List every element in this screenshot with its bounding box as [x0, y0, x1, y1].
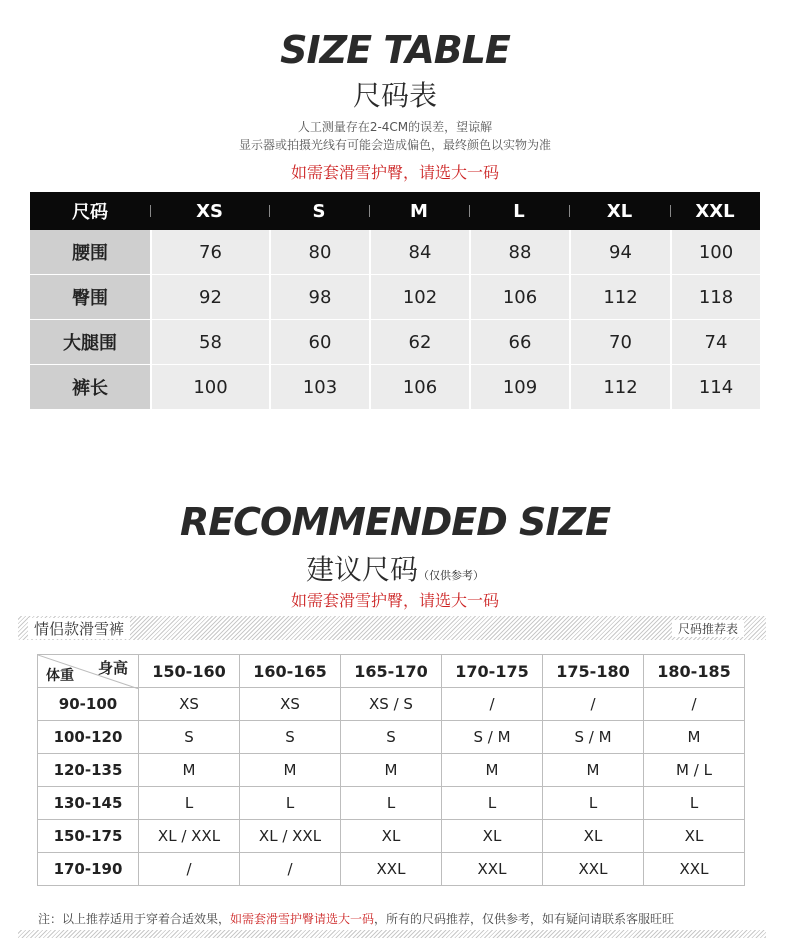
recommend-cell: M: [240, 754, 341, 787]
size-cell: 70: [569, 320, 670, 364]
recommend-cell: S: [240, 721, 341, 754]
corner-height-label: 身高: [97, 659, 128, 677]
size-table-row: [30, 275, 760, 320]
recommend-cell: M: [543, 754, 644, 787]
recommend-cell: S: [341, 721, 442, 754]
recommend-title-sub: （仅供参考）: [418, 569, 484, 582]
size-cell: 80: [269, 230, 369, 274]
size-cell: 100: [670, 230, 760, 274]
weight-row-label: 90-100: [38, 688, 139, 721]
size-cell: 60: [269, 320, 369, 364]
size-table-row: [30, 230, 760, 275]
size-cell: 92: [150, 275, 269, 319]
size-row-label: 裤长: [30, 365, 150, 409]
recommend-cell: S / M: [543, 721, 644, 754]
size-header-cell: S: [269, 192, 369, 230]
size-header-cell: XS: [150, 192, 269, 230]
size-cell: 74: [670, 320, 760, 364]
size-cell: 62: [369, 320, 469, 364]
recommend-cell: S / M: [442, 721, 543, 754]
weight-row-label: 150-175: [38, 820, 139, 853]
size-cell: 98: [269, 275, 369, 319]
height-header-cell: 170-175: [442, 655, 543, 688]
recommend-cell: XL: [543, 820, 644, 853]
size-table-row: [30, 320, 760, 365]
recommend-cell: /: [240, 853, 341, 886]
recommend-row: [38, 688, 745, 721]
recommend-cell: S: [139, 721, 240, 754]
weight-row-label: 170-190: [38, 853, 139, 886]
size-cell: 84: [369, 230, 469, 274]
recommend-cell: L: [240, 787, 341, 820]
recommend-bar-right-label: 尺码推荐表: [672, 620, 744, 637]
weight-row-label: 100-120: [38, 721, 139, 754]
recommend-cell: L: [442, 787, 543, 820]
size-cell: 94: [569, 230, 670, 274]
recommend-cell: XXL: [442, 853, 543, 886]
color-note: 显示器或拍摄光线有可能会造成偏色，最终颜色以实物为准: [238, 138, 551, 152]
height-header-cell: 160-165: [240, 655, 341, 688]
weight-row-label: 130-145: [38, 787, 139, 820]
size-cell: 76: [150, 230, 269, 274]
size-cell: 58: [150, 320, 269, 364]
size-header-cell: XXL: [670, 192, 760, 230]
size-table-title-en: SIZE TABLE: [280, 28, 510, 72]
recommend-size-up-note: 如需套滑雪护臀，请选大一码: [290, 591, 499, 610]
recommend-cell: /: [139, 853, 240, 886]
footer-red: 如需套滑雪护臀请选大一码: [230, 912, 375, 926]
size-table-header-row: [30, 192, 760, 230]
recommend-cell: /: [543, 688, 644, 721]
recommend-cell: L: [543, 787, 644, 820]
recommend-cell: /: [644, 688, 745, 721]
recommend-bar-label: 情侣款滑雪裤: [28, 618, 130, 639]
size-row-label: 臀围: [30, 275, 150, 319]
recommend-bar: [18, 616, 766, 640]
recommend-cell: XL / XXL: [240, 820, 341, 853]
recommend-cell: XXL: [341, 853, 442, 886]
footer-prefix: 注：以上推荐适用于穿着合适效果，: [38, 912, 231, 926]
size-cell: 109: [469, 365, 569, 409]
recommend-cell: XL: [644, 820, 745, 853]
recommend-cell: M: [139, 754, 240, 787]
size-cell: 103: [269, 365, 369, 409]
corner-weight-label: 体重: [46, 668, 74, 684]
size-header-cell: XL: [569, 192, 670, 230]
recommend-cell: L: [644, 787, 745, 820]
height-header-cell: 165-170: [341, 655, 442, 688]
size-header-cell: 尺码: [72, 202, 108, 223]
size-header-cell: L: [469, 192, 569, 230]
weight-row-label: 120-135: [38, 754, 139, 787]
recommend-title-cn: [0, 548, 790, 588]
size-cell: 88: [469, 230, 569, 274]
recommend-cell: L: [341, 787, 442, 820]
size-table-row: [30, 365, 760, 410]
size-cell: 112: [569, 275, 670, 319]
height-header-cell: 180-185: [644, 655, 745, 688]
recommend-row: [38, 853, 745, 886]
height-header-cell: 175-180: [543, 655, 644, 688]
recommend-header-row: [38, 655, 745, 688]
footer-note: [38, 910, 674, 927]
size-cell: 118: [670, 275, 760, 319]
recommend-row: [38, 721, 745, 754]
recommend-title-en: RECOMMENDED SIZE: [179, 500, 611, 544]
recommend-table: [37, 654, 745, 886]
recommend-cell: M / L: [644, 754, 745, 787]
size-cell: 106: [469, 275, 569, 319]
recommend-cell: L: [139, 787, 240, 820]
recommend-cell: M: [341, 754, 442, 787]
size-cell: 114: [670, 365, 760, 409]
recommend-row: [38, 754, 745, 787]
recommend-cell: /: [442, 688, 543, 721]
size-header-cell: M: [369, 192, 469, 230]
size-row-label: 大腿围: [30, 320, 150, 364]
recommend-cell: XL / XXL: [139, 820, 240, 853]
recommend-cell: XXL: [543, 853, 644, 886]
size-cell: 100: [150, 365, 269, 409]
size-row-label: 腰围: [30, 230, 150, 274]
footer-hatch-divider: [18, 930, 766, 938]
footer-suffix: ，所有的尺码推荐，仅供参考，如有疑问请联系客服旺旺: [374, 912, 675, 926]
size-cell: 106: [369, 365, 469, 409]
size-cell: 66: [469, 320, 569, 364]
recommend-cell: M: [442, 754, 543, 787]
size-table: [30, 192, 760, 410]
measurement-note: 人工测量存在2-4CM的误差，望谅解: [297, 120, 493, 134]
recommend-row: [38, 820, 745, 853]
height-header-cell: 150-160: [139, 655, 240, 688]
recommend-cell: XL: [442, 820, 543, 853]
recommend-cell: XS / S: [341, 688, 442, 721]
recommend-row: [38, 787, 745, 820]
recommend-cell: XXL: [644, 853, 745, 886]
recommend-cell: XS: [240, 688, 341, 721]
recommend-title-main: 建议尺码: [305, 553, 418, 586]
size-table-title-cn: 尺码表: [352, 79, 437, 112]
corner-cell: [38, 655, 139, 688]
size-up-note: 如需套滑雪护臀，请选大一码: [290, 163, 499, 182]
recommend-cell: XL: [341, 820, 442, 853]
size-cell: 112: [569, 365, 670, 409]
size-cell: 102: [369, 275, 469, 319]
recommend-cell: XS: [139, 688, 240, 721]
recommend-cell: M: [644, 721, 745, 754]
